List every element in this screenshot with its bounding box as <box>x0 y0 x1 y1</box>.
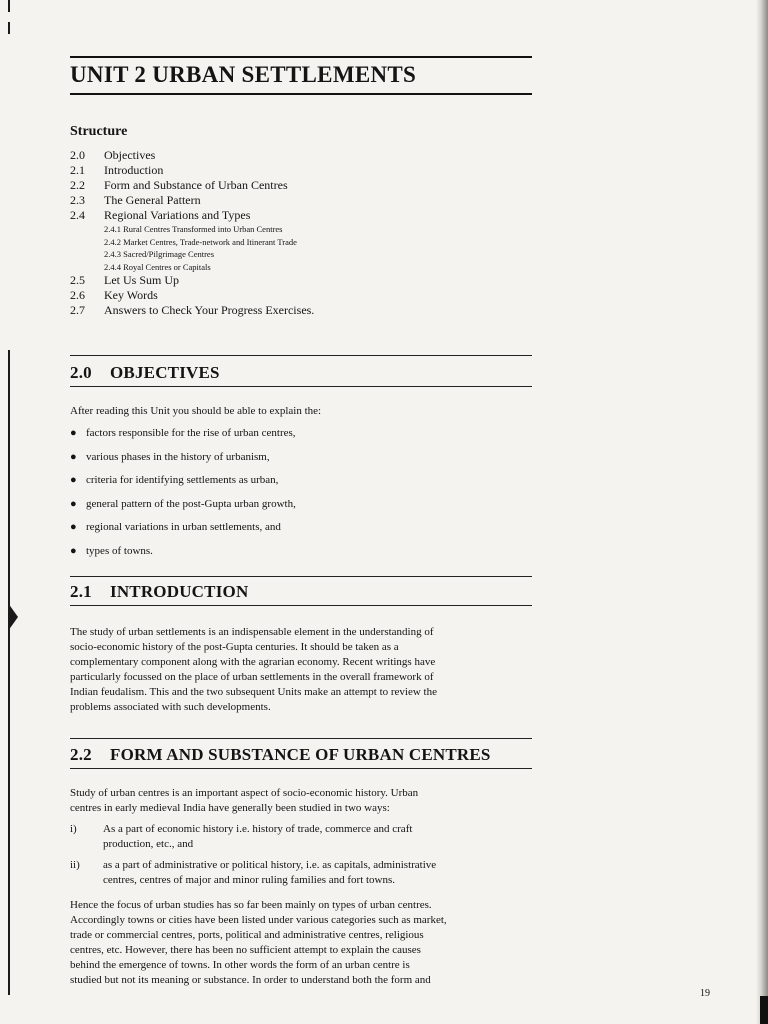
objectives-heading <box>70 363 220 383</box>
text-line: production, etc., and <box>103 838 194 850</box>
text-line: as a part of administrative or political history, i.e. as capitals, administrative <box>103 859 437 871</box>
section-title: INTRODUCTION <box>110 582 249 601</box>
toc-item <box>70 288 532 303</box>
toc-label: Regional Variations and Types <box>104 208 251 222</box>
introduction-heading <box>70 582 248 602</box>
section-number: 2.1 <box>70 582 92 601</box>
form-substance-intro <box>70 786 532 816</box>
scan-edge-left <box>8 350 10 995</box>
toc-num: 2.1 <box>70 163 85 177</box>
list-item <box>70 493 532 517</box>
text-line: studied but not its meaning or substance. In order to understand both the form and <box>70 974 431 986</box>
list-marker: ii) <box>70 859 80 871</box>
scan-edge-mark <box>8 0 10 12</box>
scan-edge-block <box>760 996 768 1024</box>
text-line: socio-economic history of the post-Gupta centuries. It should be taken as a <box>70 641 399 653</box>
text-line: problems associated with such developments. <box>70 701 271 713</box>
form-substance-heading <box>70 745 491 765</box>
toc-num: 2.0 <box>70 148 85 162</box>
title-rule-bottom <box>70 93 532 95</box>
toc-item <box>70 303 532 318</box>
list-item <box>70 540 532 564</box>
objectives-list <box>70 422 532 563</box>
table-of-contents <box>70 148 532 318</box>
toc-subitem: 2.4.4 Royal Centres or Capitals <box>104 261 211 272</box>
toc-item <box>70 163 532 178</box>
toc-item <box>70 208 532 223</box>
title-rule-top <box>70 56 532 58</box>
list-item <box>70 446 532 470</box>
bullet-icon: ● <box>70 427 77 439</box>
toc-num: 2.2 <box>70 178 85 192</box>
bullet-icon: ● <box>70 497 77 510</box>
structure-heading: Structure <box>70 124 128 139</box>
section-number: 2.0 <box>70 363 92 382</box>
page-number: 19 <box>700 988 710 999</box>
list-item-text: factors responsible for the rise of urban centres, <box>86 427 296 439</box>
bullet-icon: ● <box>70 474 77 486</box>
toc-label: Key Words <box>104 288 158 302</box>
text-line: As a part of economic history i.e. history of trade, commerce and craft <box>103 823 413 835</box>
list-item-text: various phases in the history of urbanism, <box>86 450 270 463</box>
toc-item <box>70 148 532 163</box>
toc-num: 2.4 <box>70 208 85 222</box>
text-line: centres, etc. However, there has been no sufficient attempt to explain the causes <box>70 944 421 956</box>
section-title: FORM AND SUBSTANCE OF URBAN CENTRES <box>110 745 491 764</box>
toc-label: The General Pattern <box>104 193 201 207</box>
list-item <box>70 858 532 888</box>
toc-label: Let Us Sum Up <box>104 273 179 287</box>
text-line: Hence the focus of urban studies has so far been mainly on types of urban centres. <box>70 899 432 911</box>
toc-subitem: 2.4.2 Market Centres, Trade-network and Itinerant Trade <box>104 236 297 247</box>
scan-edge-right <box>756 0 768 1024</box>
text-line: behind the emergence of towns. In other words the form of an urban centre is <box>70 959 410 971</box>
toc-label: Introduction <box>104 163 164 177</box>
section-number: 2.2 <box>70 745 92 764</box>
list-item <box>70 516 532 540</box>
section-rule <box>70 768 532 769</box>
text-line: centres, centres of major and minor ruling families and fort towns. <box>103 874 396 886</box>
introduction-paragraph <box>70 625 532 715</box>
objectives-intro: After reading this Unit you should be able to explain the: <box>70 405 322 417</box>
section-rule <box>70 576 532 577</box>
toc-item <box>70 193 532 208</box>
scan-edge-notch <box>8 603 18 631</box>
form-substance-paragraph <box>70 898 532 988</box>
section-title: OBJECTIVES <box>110 363 220 382</box>
toc-label: Form and Substance of Urban Centres <box>104 178 288 192</box>
list-item <box>70 422 532 446</box>
scan-edge-mark <box>8 22 10 34</box>
text-line: centres in early medieval India have generally been studied in two ways: <box>70 802 390 814</box>
list-marker: i) <box>70 823 77 835</box>
bullet-icon: ● <box>70 450 77 463</box>
text-line: The study of urban settlements is an indispensable element in the understanding of <box>70 626 434 638</box>
toc-num: 2.3 <box>70 193 85 207</box>
section-rule <box>70 386 532 387</box>
toc-subitem: 2.4.3 Sacred/Pilgrimage Centres <box>104 249 215 259</box>
list-item <box>70 469 532 493</box>
section-rule <box>70 738 532 739</box>
list-item-text: types of towns. <box>86 544 153 557</box>
toc-item <box>70 178 532 193</box>
toc-num: 2.5 <box>70 273 85 287</box>
toc-num: 2.6 <box>70 288 85 302</box>
bullet-icon: ● <box>70 521 77 533</box>
section-rule <box>70 605 532 606</box>
text-line: complementary component along with the agrarian economy. Recent writings have <box>70 656 436 668</box>
unit-title: UNIT 2 URBAN SETTLEMENTS <box>70 62 417 87</box>
toc-item <box>70 273 532 288</box>
bullet-icon: ● <box>70 544 77 557</box>
text-line: Study of urban centres is an important aspect of socio-economic history. Urban <box>70 787 419 799</box>
section-rule <box>70 355 532 356</box>
text-line: Indian feudalism. This and the two subsequent Units make an attempt to review the <box>70 686 437 698</box>
list-item-text: general pattern of the post-Gupta urban growth, <box>86 497 296 510</box>
text-line: trade or commercial centres, ports, political and administrative centres, religious <box>70 929 424 941</box>
list-item-text: criteria for identifying settlements as urban, <box>86 474 279 486</box>
text-line: Accordingly towns or cities have been listed under various categories such as market, <box>70 914 447 926</box>
toc-label: Answers to Check Your Progress Exercises. <box>104 303 315 317</box>
list-item-text: regional variations in urban settlements, and <box>86 521 281 533</box>
toc-subitem: 2.4.1 Rural Centres Transformed into Urban Centres <box>104 224 283 234</box>
toc-num: 2.7 <box>70 303 85 317</box>
text-line: particularly focussed on the place of urban settlements in the overall framework of <box>70 671 434 683</box>
list-item <box>70 822 532 852</box>
toc-label: Objectives <box>104 148 156 162</box>
